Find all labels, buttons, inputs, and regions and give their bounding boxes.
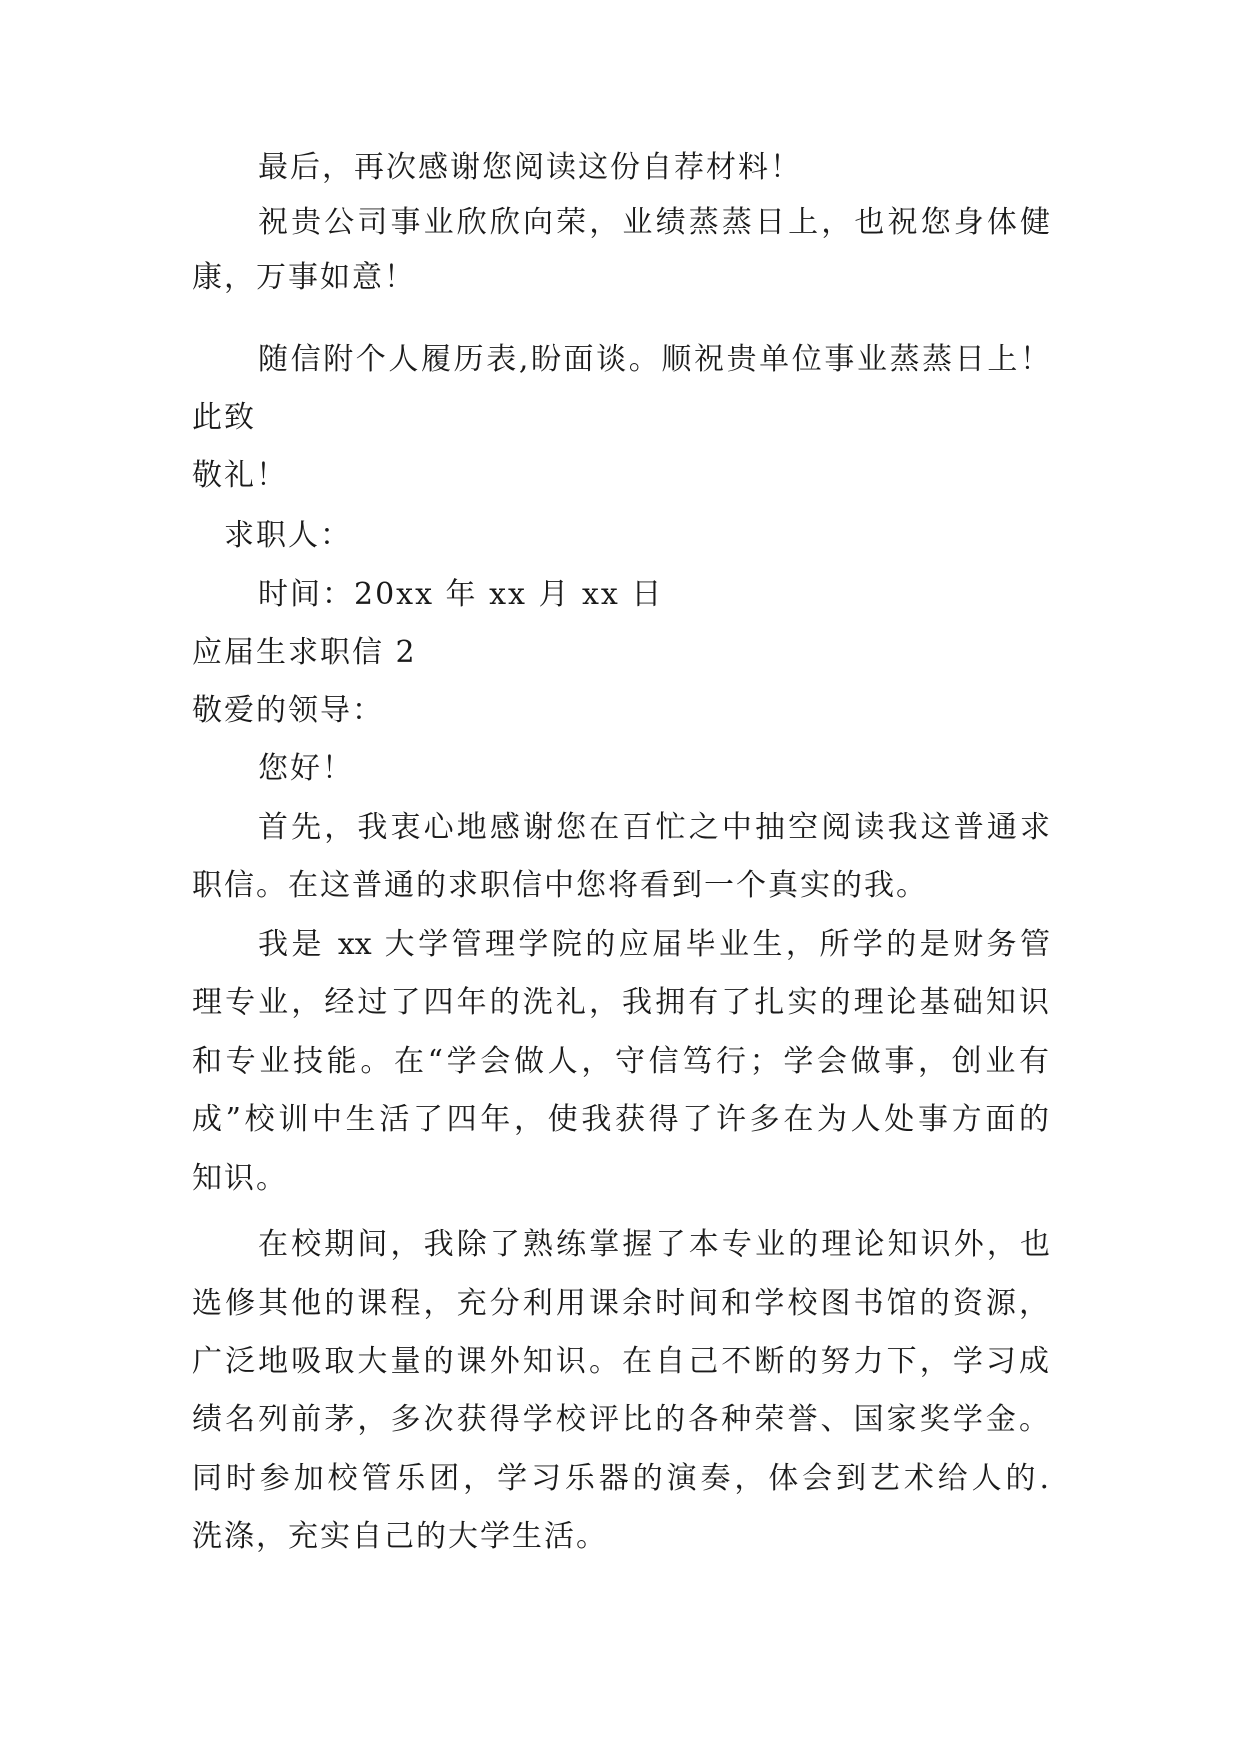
text-line: 求职人： (224, 518, 352, 553)
text-line: 同时参加校管乐团，学习乐器的演奏，体会到艺术给人的. (192, 1461, 1049, 1496)
text-line: 随信附个人履历表,盼面谈。顺祝贵单位事业蒸蒸日上！ (258, 342, 1050, 377)
text-line: 洗涤，充实自己的大学生活。 (192, 1519, 608, 1554)
text-line: 广泛地吸取大量的课外知识。在自己不断的努力下，学习成 (192, 1344, 1049, 1379)
text-line: 敬礼！ (192, 458, 288, 493)
text-line: 您好！ (258, 751, 354, 786)
text-line: 时间：20xx 年 xx 月 xx 日 (258, 577, 664, 612)
section-heading: 应届生求职信 2 (192, 635, 417, 670)
text-line: 在校期间，我除了熟练掌握了本专业的理论知识外，也 (258, 1227, 1050, 1262)
text-line: 最后，再次感谢您阅读这份自荐材料！ (258, 150, 802, 185)
text-line: 此致 (192, 400, 256, 435)
text-line: 理专业，经过了四年的洗礼，我拥有了扎实的理论基础知识 (192, 985, 1049, 1020)
text-line: 我是 xx 大学管理学院的应届毕业生，所学的是财务管 (258, 927, 1050, 962)
salutation: 敬爱的领导： (192, 693, 384, 728)
text-line: 知识。 (192, 1161, 288, 1196)
text-line: 职信。在这普通的求职信中您将看到一个真实的我。 (192, 868, 928, 903)
text-line: 绩名列前茅，多次获得学校评比的各种荣誉、国家奖学金。 (192, 1402, 1049, 1437)
text-line: 首先，我衷心地感谢您在百忙之中抽空阅读我这普通求 (258, 810, 1050, 845)
text-line: 和专业技能。在“学会做人，守信笃行；学会做事，创业有 (192, 1044, 1049, 1079)
text-line: 成”校训中生活了四年，使我获得了许多在为人处事方面的 (192, 1102, 1049, 1137)
text-line: 祝贵公司事业欣欣向荣，业绩蒸蒸日上，也祝您身体健 (258, 205, 1050, 240)
text-line: 康，万事如意！ (192, 260, 416, 295)
text-line: 选修其他的课程，充分利用课余时间和学校图书馆的资源， (192, 1286, 1049, 1321)
